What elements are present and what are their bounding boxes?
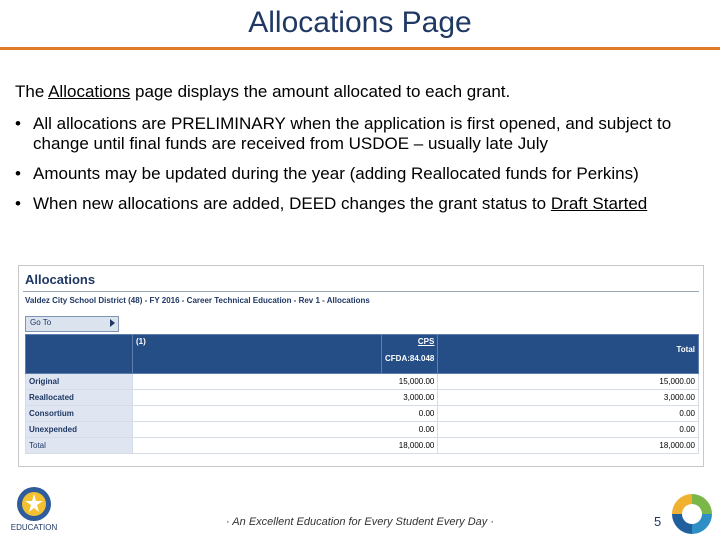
bullet-glyph: • [15,114,21,133]
allocations-breadcrumb: Valdez City School District (48) - FY 2016 - Career Technical Education - Rev 1 - Allocations [25,296,370,305]
intro-after: page displays the amount allocated to each grant. [130,82,511,101]
go-to-dropdown[interactable] [25,316,119,332]
row-label: Reallocated [26,390,133,406]
header-total [438,335,699,374]
caret-right-icon [110,319,115,327]
cps-value: 0.00 [133,422,438,438]
header-cps [382,335,438,374]
cps-program-link[interactable]: CPS [417,337,435,346]
total-value: 0.00 [438,406,699,422]
row-label: Original [26,374,133,390]
bullet-item [15,164,705,184]
total-value: 18,000.00 [438,438,699,454]
bullet-item [15,114,705,154]
intro-before: The [15,82,49,101]
bullet-item [15,194,705,214]
header-total-label: Total [676,345,695,354]
bullet-text: When new allocations are added, DEED changes the grant status to [33,194,551,213]
page-number: 5 [654,514,662,529]
circular-brand-logo-icon [668,490,716,538]
table-row [26,438,699,454]
header-index: (1) [133,335,382,374]
table-row [26,390,699,406]
draft-started-link: Draft Started [550,194,648,213]
logo-segment [672,494,692,514]
logo-segment [672,514,692,534]
slide-title: Allocations Page [248,6,472,39]
allocations-screenshot [18,265,704,467]
intro-allocations-link: Allocations [48,82,131,101]
cfda-label: CFDA:84.048 [385,354,435,363]
cps-value: 15,000.00 [133,374,438,390]
footer-motto: · An Excellent Education for Every Student Every Day · [226,516,494,528]
cps-value: 3,000.00 [133,390,438,406]
allocations-panel-title: Allocations [25,272,96,287]
row-label: Consortium [26,406,133,422]
intro-text [15,82,510,102]
row-label: Unexpended [26,422,133,438]
logo-text: EDUCATION [10,523,58,532]
allocations-table [25,334,699,454]
bullet-glyph: • [15,164,21,183]
total-value: 15,000.00 [438,374,699,390]
bullet-list [15,114,705,224]
logo-segment [692,514,712,534]
row-label: Total [26,438,133,454]
total-value: 3,000.00 [438,390,699,406]
table-row [26,406,699,422]
cps-value: 0.00 [133,406,438,422]
table-header-row [26,335,699,374]
header-empty [26,335,133,374]
logo-segment [692,494,712,514]
cps-value: 18,000.00 [133,438,438,454]
total-value: 0.00 [438,422,699,438]
title-divider [0,47,720,50]
table-row [26,374,699,390]
table-row [26,422,699,438]
panel-divider [23,291,699,292]
go-to-label: Go To [30,318,52,327]
bullet-text: All allocations are PRELIMINARY when the application is first opened, and subject to change until final funds are received from USDOE – usually late July [33,114,672,153]
bullet-glyph: • [15,194,21,213]
bullet-text: Amounts may be updated during the year (adding Reallocated funds for Perkins) [33,164,639,183]
